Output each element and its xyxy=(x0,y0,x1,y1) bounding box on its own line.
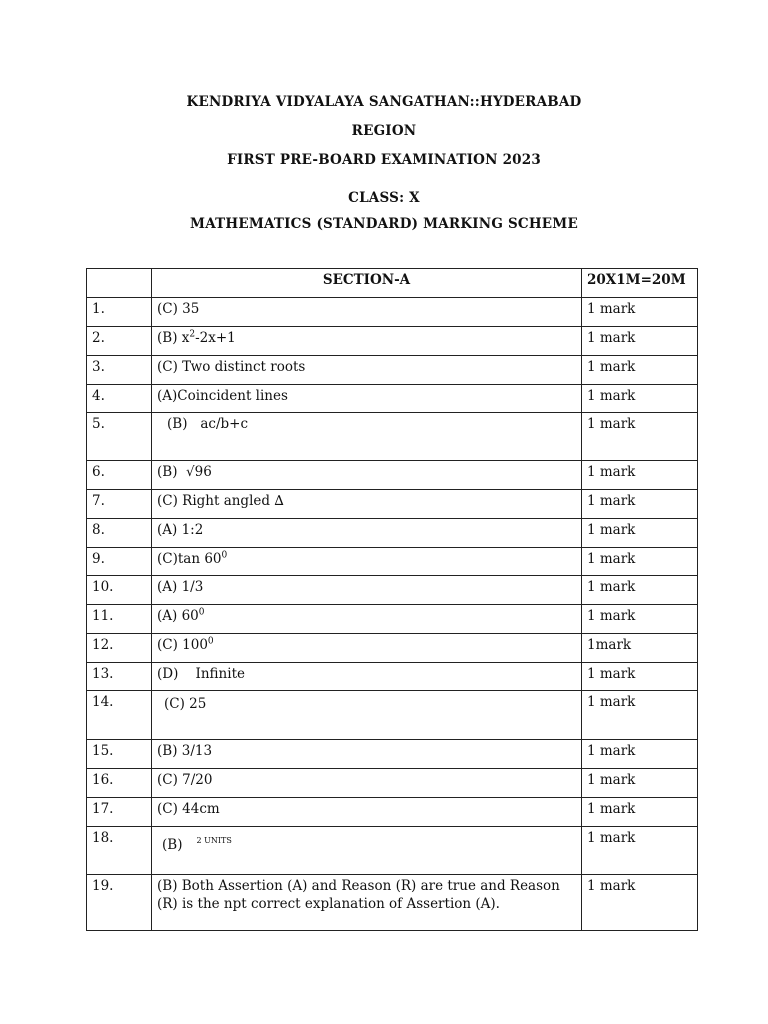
answer-text: (C) 100 xyxy=(157,637,208,653)
mark-cell: 1 mark xyxy=(582,798,698,827)
mark-cell: 1 mark xyxy=(582,548,698,576)
answer-text: (C) 25 xyxy=(164,696,207,712)
table-row xyxy=(87,769,698,798)
mark-cell: 1 mark xyxy=(582,490,698,519)
question-number: 15. xyxy=(87,740,152,769)
table-row xyxy=(87,356,698,385)
header-line-1: KENDRIYA VIDYALAYA SANGATHAN::HYDERABAD xyxy=(186,94,582,110)
header-line-4: CLASS: X xyxy=(348,190,420,206)
table-row xyxy=(87,461,698,490)
question-number: 3. xyxy=(87,356,152,385)
degree-superscript: 0 xyxy=(198,607,205,618)
answer-cell xyxy=(152,691,582,740)
answer-cell xyxy=(152,413,582,461)
mark-cell: 1 mark xyxy=(582,327,698,356)
mark-cell: 1 mark xyxy=(582,740,698,769)
answer-cell xyxy=(152,548,582,576)
question-number: 11. xyxy=(87,605,152,634)
question-number: 14. xyxy=(87,691,152,740)
mark-cell: 1 mark xyxy=(582,519,698,548)
answer-cell xyxy=(152,634,582,663)
mark-cell: 1 mark xyxy=(582,461,698,490)
table-row xyxy=(87,327,698,356)
table-row xyxy=(87,548,698,576)
header-cell-blank xyxy=(87,269,152,298)
table-row xyxy=(87,798,698,827)
table-row xyxy=(87,663,698,691)
degree-superscript: 0 xyxy=(221,550,228,561)
answer-text: (A) 60 xyxy=(157,608,199,624)
table-row xyxy=(87,605,698,634)
question-number: 18. xyxy=(87,827,152,875)
answer-note: 2 UNITS xyxy=(196,836,232,845)
answer-cell: (A) 1/3 xyxy=(152,576,582,605)
table-row xyxy=(87,740,698,769)
question-number: 16. xyxy=(87,769,152,798)
mark-cell: 1 mark xyxy=(582,576,698,605)
section-title: SECTION-A xyxy=(152,269,582,298)
question-number: 13. xyxy=(87,663,152,691)
mark-cell: 1 mark xyxy=(582,413,698,461)
question-number: 8. xyxy=(87,519,152,548)
question-number: 7. xyxy=(87,490,152,519)
question-number: 12. xyxy=(87,634,152,663)
answer-text-tail: -2x+1 xyxy=(195,330,236,346)
marks-title: 20X1M=20M xyxy=(582,269,698,298)
answer-cell: (B) √96 xyxy=(152,461,582,490)
question-number: 5. xyxy=(87,413,152,461)
answer-cell: (A) 1:2 xyxy=(152,519,582,548)
question-number: 2. xyxy=(87,327,152,356)
answer-cell xyxy=(152,327,582,356)
table-row xyxy=(87,576,698,605)
table-row xyxy=(87,519,698,548)
degree-superscript: 0 xyxy=(207,636,214,647)
answer-cell: (C) 35 xyxy=(152,298,582,327)
table-row xyxy=(87,875,698,931)
question-number: 9. xyxy=(87,548,152,576)
table-row xyxy=(87,827,698,875)
header-line-2: REGION xyxy=(351,123,417,139)
mark-cell: 1 mark xyxy=(582,663,698,691)
mark-cell: 1 mark xyxy=(582,691,698,740)
mark-cell: 1mark xyxy=(582,634,698,663)
answer-cell: (A)Coincident lines xyxy=(152,385,582,413)
mark-cell: 1 mark xyxy=(582,356,698,385)
answer-text: (B) xyxy=(162,837,183,853)
header-line-5: MATHEMATICS (STANDARD) MARKING SCHEME xyxy=(190,216,578,232)
question-number: 10. xyxy=(87,576,152,605)
table-row xyxy=(87,298,698,327)
header-line-3: FIRST PRE-BOARD EXAMINATION 2023 xyxy=(227,152,541,168)
answer-text: (B) x xyxy=(157,330,190,346)
answer-cell xyxy=(152,605,582,634)
question-number: 17. xyxy=(87,798,152,827)
answer-cell: (C) Right angled ∆ xyxy=(152,490,582,519)
answer-superscript: 2 xyxy=(189,329,196,340)
table-row xyxy=(87,413,698,461)
mark-cell: 1 mark xyxy=(582,298,698,327)
table-row xyxy=(87,385,698,413)
marking-scheme-table xyxy=(86,268,698,931)
answer-cell: (C) 44cm xyxy=(152,798,582,827)
mark-cell: 1 mark xyxy=(582,827,698,875)
answer-cell: (C) Two distinct roots xyxy=(152,356,582,385)
answer-cell: (B) Both Assertion (A) and Reason (R) are true and Reason (R) is the npt correct explanation of Assertion (A). xyxy=(152,875,582,931)
mark-cell: 1 mark xyxy=(582,875,698,931)
answer-cell: (B) 3/13 xyxy=(152,740,582,769)
answer-text: (C)tan 60 xyxy=(157,551,222,567)
table-row xyxy=(87,691,698,740)
mark-cell: 1 mark xyxy=(582,385,698,413)
mark-cell: 1 mark xyxy=(582,769,698,798)
question-number: 6. xyxy=(87,461,152,490)
answer-cell xyxy=(152,827,582,875)
table-header-row xyxy=(87,269,698,298)
answer-cell: (D) Infinite xyxy=(152,663,582,691)
table-row xyxy=(87,490,698,519)
answer-cell: (C) 7/20 xyxy=(152,769,582,798)
question-number: 19. xyxy=(87,875,152,931)
question-number: 1. xyxy=(87,298,152,327)
table-row xyxy=(87,634,698,663)
mark-cell: 1 mark xyxy=(582,605,698,634)
answer-text: (B) ac/b+c xyxy=(167,416,248,432)
question-number: 4. xyxy=(87,385,152,413)
